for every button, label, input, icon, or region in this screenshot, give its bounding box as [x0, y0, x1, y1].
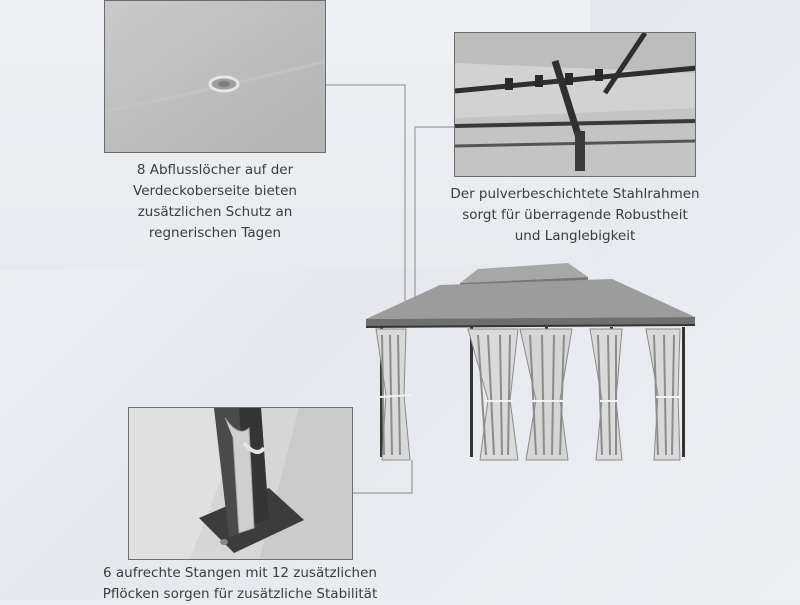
drain-hole-detail-image: [104, 0, 326, 153]
curtains: [376, 329, 680, 460]
drain-holes-caption: 8 Abflusslöcher auf der Verdeckoberseite bieten zusätzlichen Schutz an regnerischen Tagen: [133, 162, 297, 241]
posts-caption: 6 aufrechte Stangen mit 12 zusätzlichen Pflöcken sorgen für zusätzliche Stabilität: [102, 565, 378, 602]
post-base-detail-image: [128, 407, 353, 560]
steel-frame-caption: Der pulverbeschichtete Stahlrahmen sorgt für überragende Robustheit und Langlebigkeit: [450, 186, 700, 244]
steel-frame-detail-image: [454, 32, 696, 177]
gazebo-illustration: [360, 255, 700, 470]
